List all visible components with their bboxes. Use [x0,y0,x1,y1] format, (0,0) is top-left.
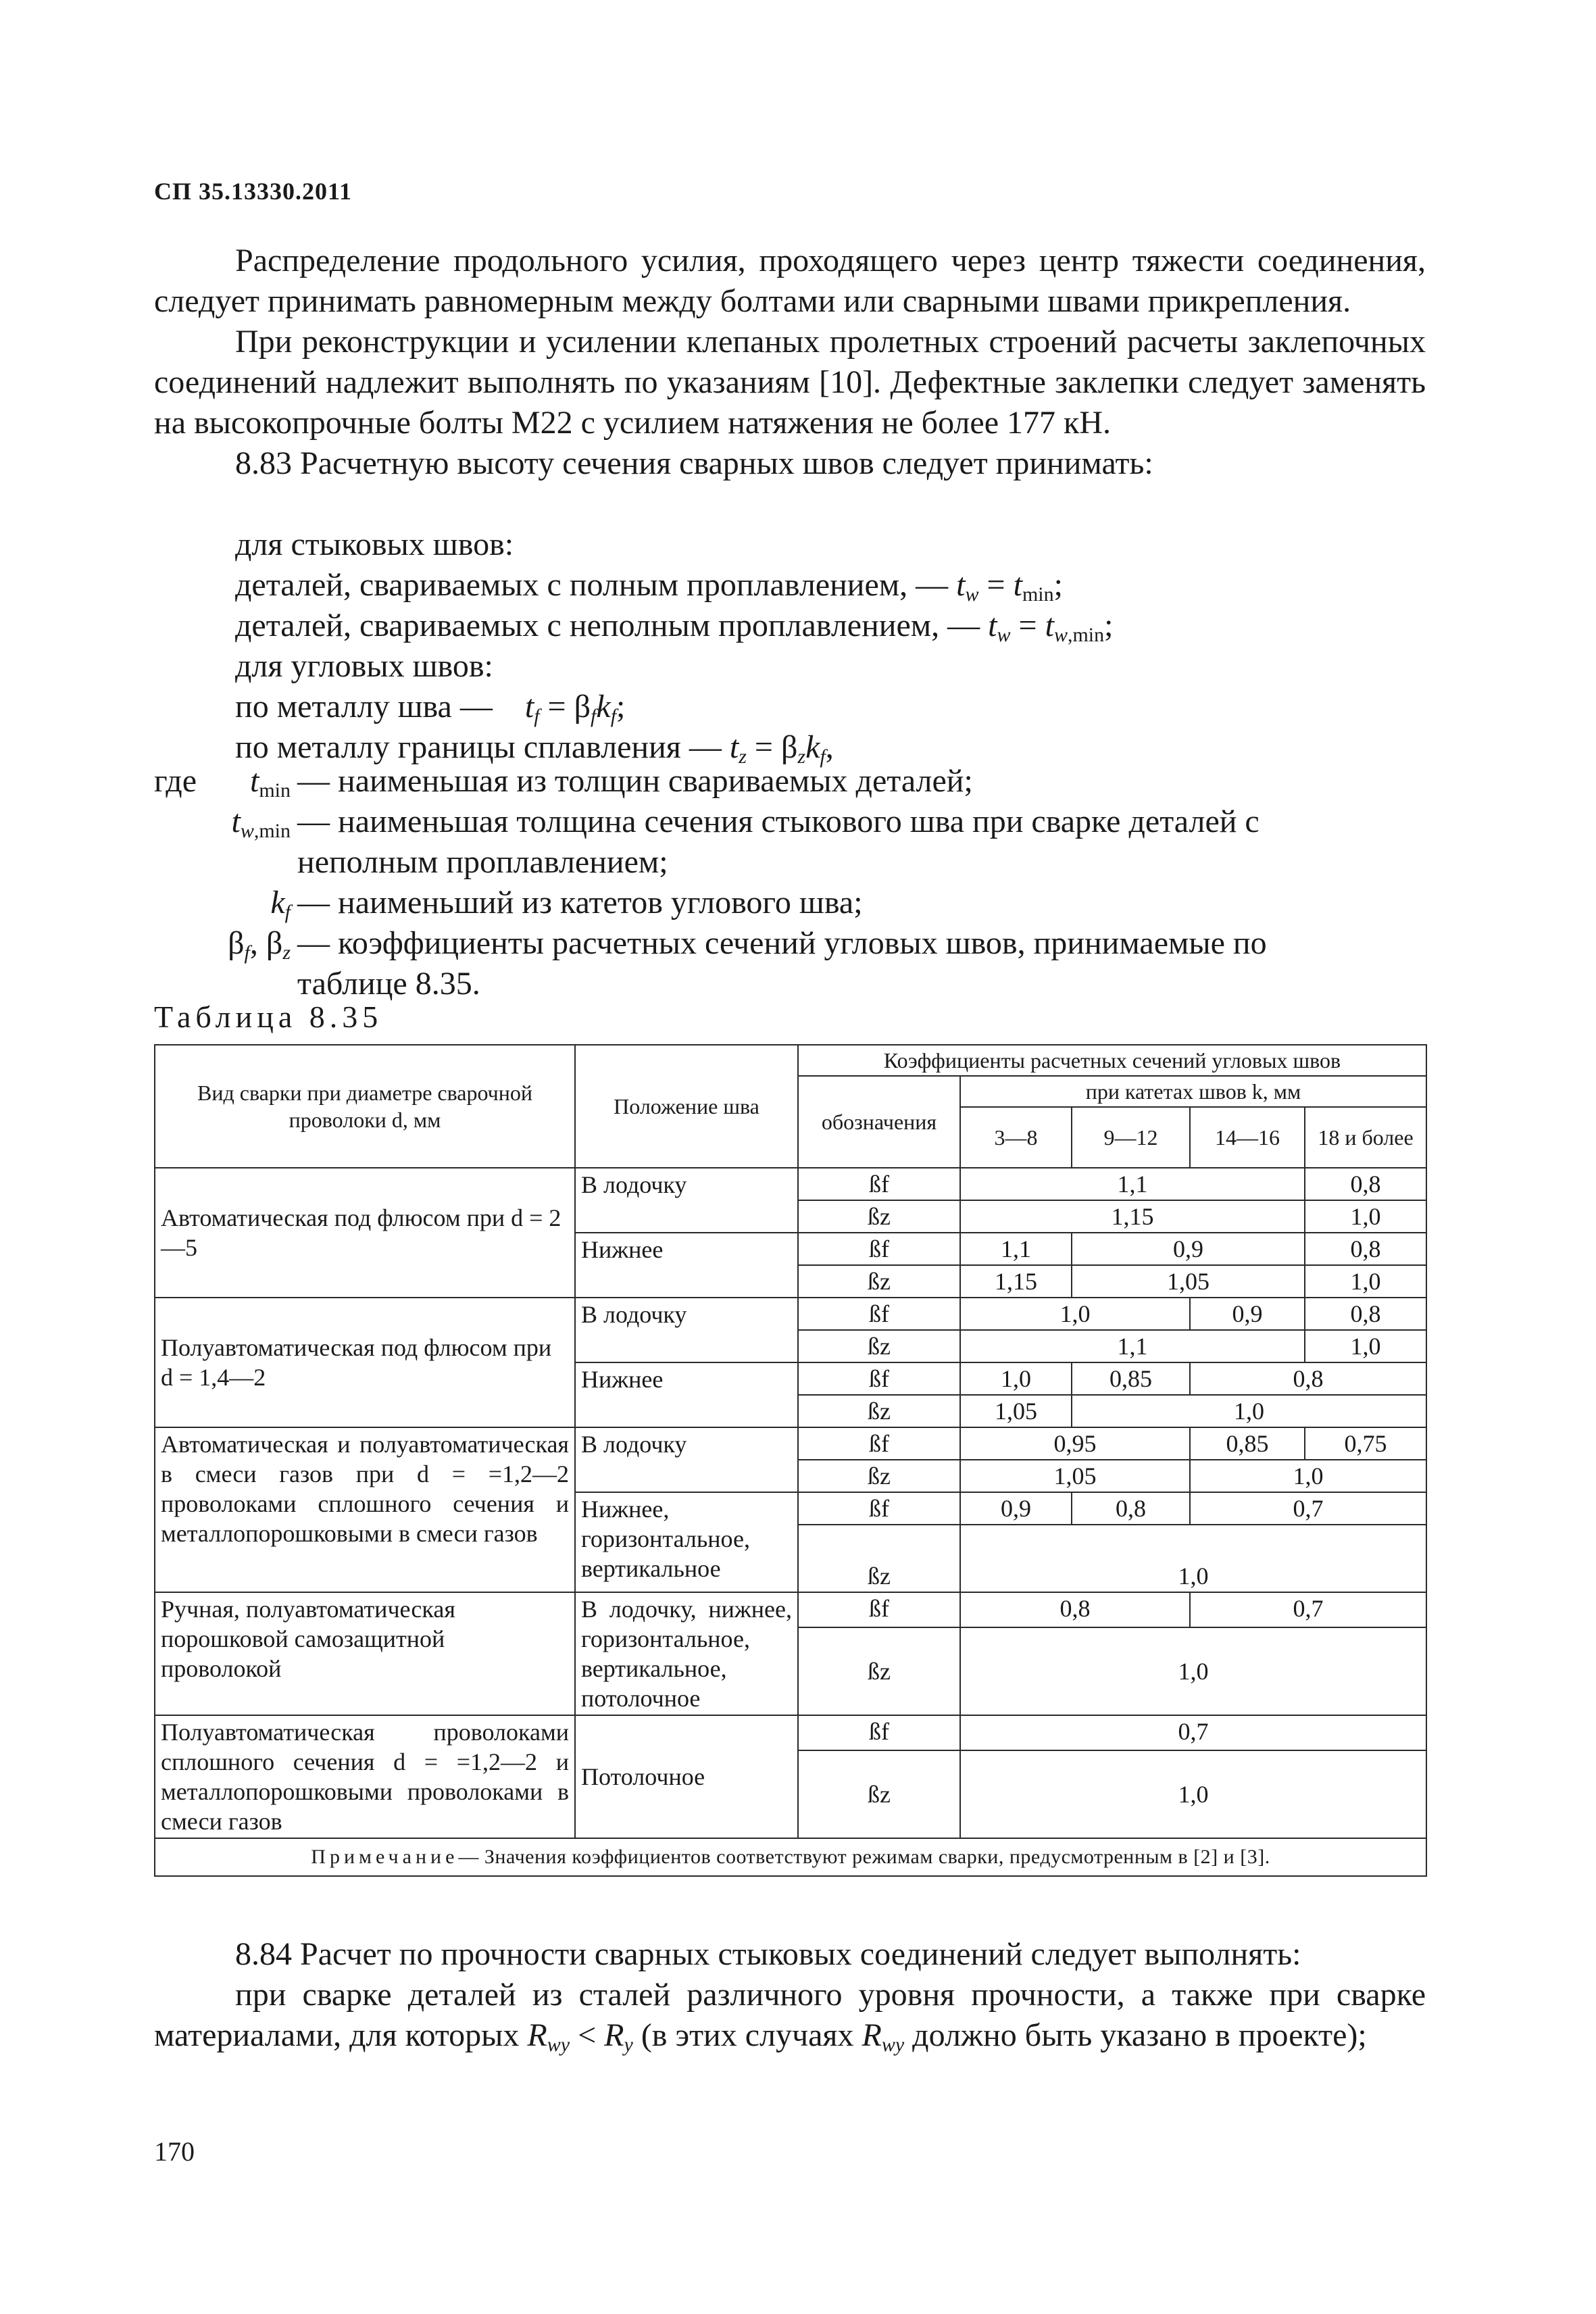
fillet-welds-header: для угловых швов: [235,648,493,684]
coefficients-table [154,1044,1427,1877]
cell-value: 1,0 [1072,1395,1426,1427]
cell-value: 1,05 [1072,1265,1305,1298]
definition-twmin: — наименьшая толщина сечения стыкового шва при сварке деталей с неполным проплавлением; [297,804,1260,880]
table-row [155,1298,1426,1330]
cell-value: 1,05 [960,1460,1190,1492]
cell-value: 0,75 [1305,1427,1426,1460]
page-number: 170 [154,2136,195,2167]
cell-designation: ßf [798,1362,960,1395]
cell-position: В лодочку [575,1427,798,1492]
formula-full-pen-expr: $t_w = t_{min}$; [956,567,1063,606]
cell-designation: ßz [798,1460,960,1492]
formula-partial-pen-expr: $t_w = t_{w,min}$; [988,608,1114,646]
symbol-kf: $k_f$ [270,885,291,923]
note-text: — Значения коэффициентов соответствуют режимам сварки, предусмотренным в [2] и [3]. [458,1846,1270,1868]
cell-position: Нижнее, горизонтальное, вертикальное [575,1492,798,1592]
cell-value: 0,9 [1072,1233,1305,1265]
formula-weld-metal: по металлу шва — $t_f = \beta_fk_f$; [235,689,626,727]
paragraph-8-83: 8.83 Расчетную высоту сечения сварных швов следует принимать: [235,445,1153,481]
intro-text [154,241,1426,484]
formula-partial-penetration: деталей, свариваемых с неполным проплавлением, — $t_w = t_{w,min}$; [235,608,1114,646]
definition-beta: — коэффициенты расчетных сечений угловых швов, принимаемые по таблице 8.35. [297,925,1267,1002]
cell-designation: ßz [798,1330,960,1362]
cell-position: Нижнее [575,1233,798,1298]
cell-value: 0,7 [1190,1492,1426,1525]
cell-designation: ßz [798,1265,960,1298]
header-designations: обозначения [798,1076,960,1168]
cell-value: 0,8 [1305,1298,1426,1330]
table-row [155,1715,1426,1750]
cell-designation: ßf [798,1233,960,1265]
cell-designation: ßz [798,1627,960,1715]
table-header-row-1 [155,1045,1426,1076]
cell-value: 1,0 [960,1298,1190,1330]
section-8-84 [154,1934,1426,2056]
table-row [155,1168,1426,1200]
cell-value: 0,7 [960,1715,1426,1750]
cell-value: 0,8 [1190,1362,1426,1395]
formula-weld-metal-expr: $t_f = \beta_fk_f$; [524,689,626,727]
cell-position: Потолочное [575,1715,798,1838]
header-col-14-16: 14—16 [1190,1107,1305,1168]
cell-position: В лодочку [575,1168,798,1233]
cell-value: 0,8 [1305,1168,1426,1200]
cell-weld-type: Полуавтоматическая под флюсом при d = 1,4—2 [155,1298,575,1427]
cell-designation: ßf [798,1592,960,1627]
cell-designation: ßz [798,1395,960,1427]
cell-value: 0,9 [960,1492,1072,1525]
cell-position: Нижнее [575,1362,798,1427]
where-label: где [154,763,197,799]
formula-full-penetration: деталей, свариваемых с полным проплавлением, — $t_w = t_{min}$; [235,567,1063,606]
cell-designation: ßf [798,1492,960,1525]
cell-value: 1,0 [1305,1265,1426,1298]
cell-designation: ßf [798,1298,960,1330]
cell-value: 1,0 [960,1750,1426,1838]
table-row [155,1592,1426,1627]
cell-value: 0,8 [1072,1492,1190,1525]
cell-weld-type: Автоматическая под флюсом при d = 2—5 [155,1168,575,1298]
cell-value: 1,0 [1305,1330,1426,1362]
symbol-twmin: $t_{w,min}$ [231,804,291,842]
formula-fusion-boundary: по металлу границы сплавления — $t_z = \beta_zk_f$, [235,729,834,768]
symbol-tmin: $t_{min}$ [249,763,291,802]
header-position: Положение шва [575,1045,798,1168]
paragraph-8-84-case: при сварке деталей из сталей различного уровня прочности, а также при сварке материалами, для которых $R_{wy} < R_y$ (в этих случаях $R_{wy}$ должно быть указано в проекте); [154,1977,1426,2056]
cell-value: 1,15 [960,1265,1072,1298]
paragraph-load-distribution: Распределение продольного усилия, проходящего через центр тяжести соединения, следует принимать равномерным между болтами или сварными швами прикрепления. [154,243,1426,319]
cell-value: 1,1 [960,1330,1305,1362]
cell-value: 1,0 [960,1525,1426,1592]
paragraph-rivets: При реконструкции и усилении клепаных пролетных строений расчеты заклепочных соединений надлежит выполнять по указаниям [10]. Дефектные заклепки следует заменять на высокопрочные болты М22 с усилием натяжения не более 177 кН. [154,324,1426,441]
cell-designation: ßz [798,1200,960,1233]
cell-value: 1,0 [960,1627,1426,1715]
cell-value: 1,0 [1305,1200,1426,1233]
header-col-3-8: 3—8 [960,1107,1072,1168]
cell-value: 0,8 [1305,1233,1426,1265]
header-col-18: 18 и более [1305,1107,1426,1168]
cell-value: 1,0 [1190,1460,1426,1492]
cell-value: 1,15 [960,1200,1305,1233]
definition-kf: — наименьший из катетов углового шва; [297,885,863,920]
cell-value: 0,85 [1190,1427,1305,1460]
cell-value: 1,05 [960,1395,1072,1427]
header-coefficients: Коэффициенты расчетных сечений угловых швов [798,1045,1426,1076]
symbol-beta: $\beta_f$, $\beta_z$ [228,925,291,964]
table-note [155,1838,1426,1876]
table-row [155,1427,1426,1460]
cell-value: 1,0 [960,1362,1072,1395]
cell-value: 1,1 [960,1233,1072,1265]
header-col-9-12: 9—12 [1072,1107,1190,1168]
header-at-legs: при катетах швов k, мм [960,1076,1426,1107]
table-caption: Таблица 8.35 [154,1000,383,1034]
table-note-row [155,1838,1426,1876]
paragraph-8-84: 8.84 Расчет по прочности сварных стыковых соединений следует выполнять: [235,1936,1301,1972]
cell-weld-type: Автоматическая и полуавтоматическая в смеси газов при d = =1,2—2 проволоками сплошного сечения и металлопорошковыми в смеси газов [155,1427,575,1592]
cell-position: В лодочку [575,1298,798,1362]
cell-designation: ßz [798,1750,960,1838]
cell-designation: ßf [798,1715,960,1750]
cell-designation: ßz [798,1525,960,1592]
header-weld-type: Вид сварки при диаметре сварочной проволоки d, мм [155,1045,575,1168]
definition-tmin: — наименьшая из толщин свариваемых деталей; [297,763,973,799]
note-label: Примечание [311,1846,459,1868]
cell-designation: ßf [798,1427,960,1460]
cell-value: 0,85 [1072,1362,1190,1395]
cell-weld-type: Ручная, полуавтоматическая порошковой самозащитной проволокой [155,1592,575,1715]
cell-value: 0,8 [960,1592,1190,1627]
cell-weld-type: Полуавтоматическая проволоками сплошного сечения d = =1,2—2 и металлопорошковыми проволоками в смеси газов [155,1715,575,1838]
cell-value: 0,9 [1190,1298,1305,1330]
cell-designation: ßf [798,1168,960,1200]
formula-fusion-expr: $t_z = \beta_zk_f$, [729,729,834,768]
cell-position: В лодочку, нижнее, горизонтальное, вертикальное, потолочное [575,1592,798,1715]
cell-value: 0,7 [1190,1592,1426,1627]
butt-welds-header: для стыковых швов: [235,526,514,562]
cell-value: 0,95 [960,1427,1190,1460]
cell-value: 1,1 [960,1168,1305,1200]
document-code: СП 35.13330.2011 [154,178,353,205]
